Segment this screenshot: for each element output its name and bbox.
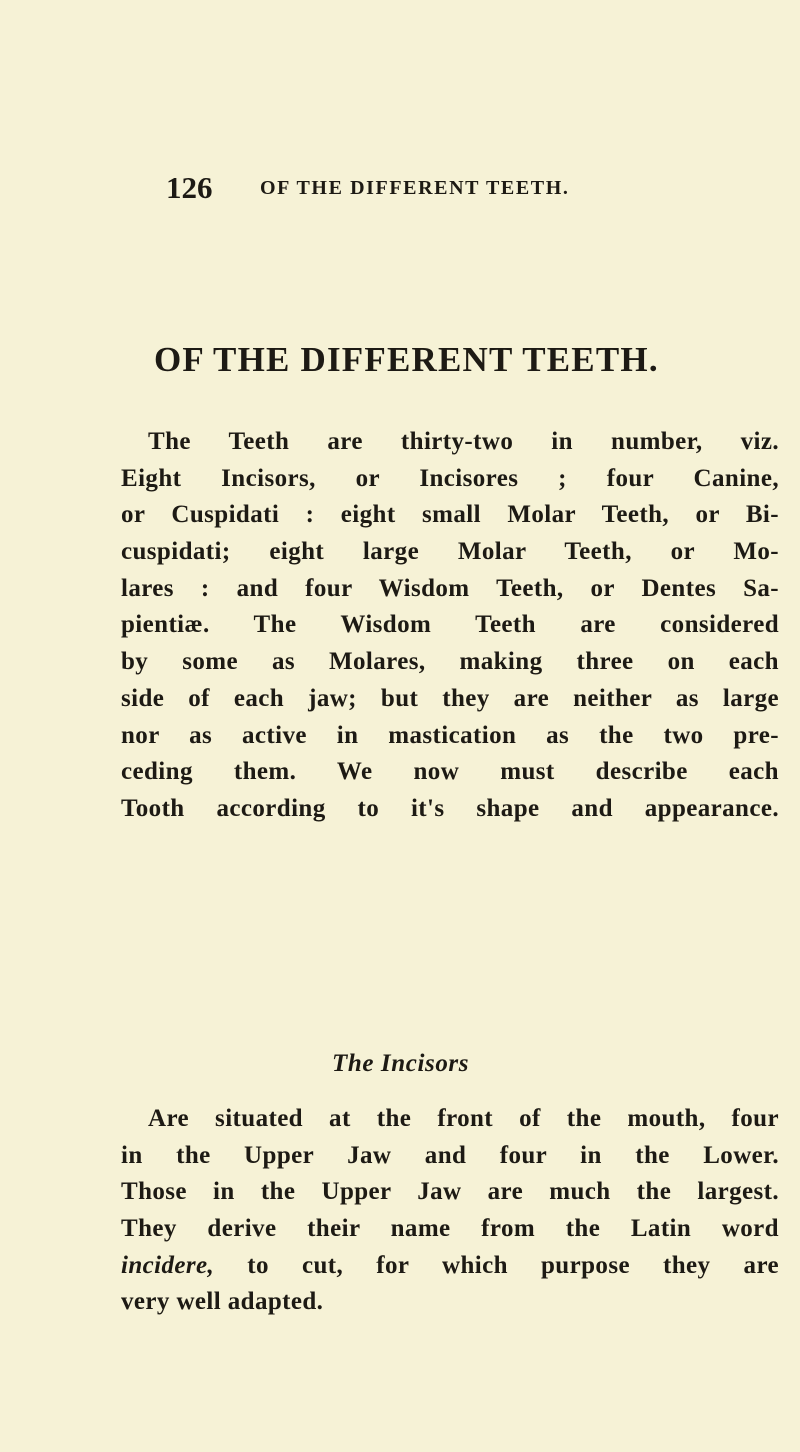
paragraph-teeth-count	[121, 424, 779, 828]
text-line: ceding them. We now must describe each	[121, 758, 779, 786]
text-line: by some as Molares, making three on each	[121, 648, 779, 676]
text-line: or Cuspidati : eight small Molar Teeth, or Bi-	[121, 501, 779, 529]
text-line: lares : and four Wisdom Teeth, or Dentes Sa-	[121, 574, 779, 602]
text-line: in the Upper Jaw and four in the Lower.	[121, 1141, 779, 1169]
page-number: 126	[166, 170, 213, 205]
text-line: side of each jaw; but they are neither as large	[121, 684, 779, 712]
text-line: Are situated at the front of the mouth, four	[148, 1105, 779, 1132]
text-line: pientiæ. The Wisdom Teeth are considered	[121, 611, 779, 639]
running-head	[166, 168, 766, 208]
text-fragment: to cut, for which purpose they are	[214, 1251, 779, 1279]
text-line	[121, 1248, 779, 1285]
paragraph-incisors	[121, 1101, 779, 1321]
text-line: They derive their name from the Latin word	[121, 1215, 779, 1243]
text-line: Eight Incisors, or Incisores ; four Canine,	[121, 464, 779, 492]
latin-word: incidere,	[121, 1251, 215, 1279]
text-line: Those in the Upper Jaw are much the largest.	[121, 1178, 779, 1206]
chapter-title: OF THE DIFFERENT TEETH.	[154, 340, 659, 379]
text-line: cuspidati; eight large Molar Teeth, or Mo-	[121, 538, 779, 566]
running-title: OF THE DIFFERENT TEETH.	[260, 177, 570, 199]
text-line: nor as active in mastication as the two pre-	[121, 721, 779, 749]
text-line: Tooth according to it's shape and appearance.	[121, 794, 779, 822]
text-line: very well adapted.	[121, 1288, 324, 1316]
text-line: The Teeth are thirty-two in number, viz.	[148, 428, 779, 455]
section-heading: The Incisors	[332, 1050, 470, 1077]
